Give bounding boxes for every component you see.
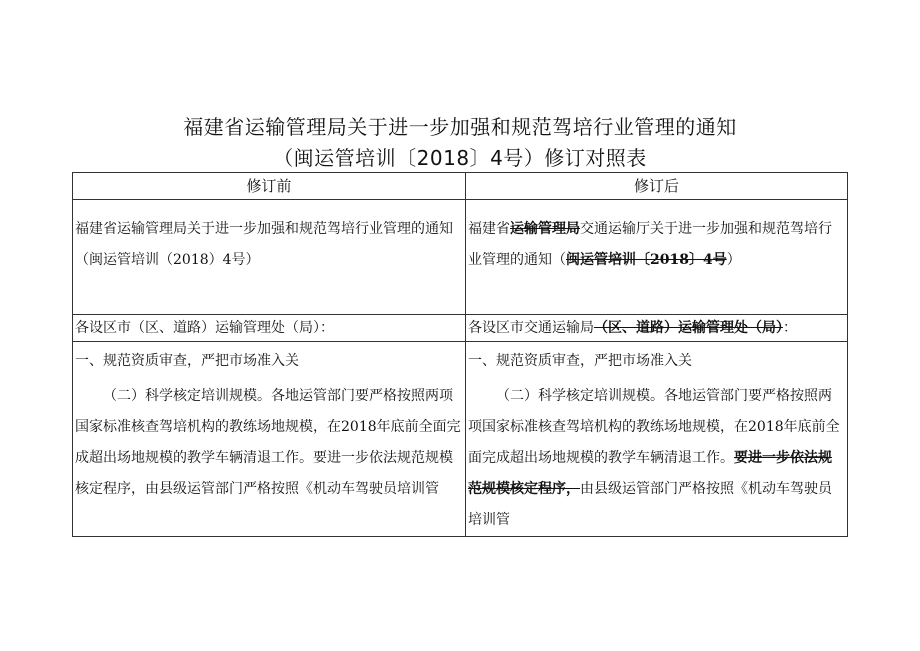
row2-after-cell	[466, 315, 848, 342]
header-before: 修订前	[73, 173, 466, 200]
row2-after-suffix: ：	[783, 320, 797, 336]
row1-before-text: 福建省运输管理局关于进一步加强和规范驾培行业管理的通知（闽运管培训（2018）4号）	[75, 221, 453, 268]
row2-before-cell: 各设区市（区、道路）运输管理处（局）：	[73, 315, 466, 342]
row3-before-heading: 一、规范资质审查，严把市场准入关	[75, 353, 299, 369]
document-title-line2: （闽运管培训〔2018〕4号）修订对照表	[273, 146, 647, 170]
row1-after-text	[468, 214, 845, 276]
row1-after-deleted-1: 运输管理局	[510, 221, 580, 237]
row1-after-prefix: 福建省	[468, 221, 510, 237]
row3-after-deleted: 要进一步依法规范规模核定程序，	[468, 450, 832, 497]
row3-after-body-b: 由县级运管部门严格按照《机动车驾驶员培训管	[468, 481, 832, 528]
row1-after-suffix: ）	[726, 252, 741, 268]
row2-after-prefix: 各设区市交通运输局	[468, 320, 594, 336]
row3-after-body	[468, 381, 845, 536]
row1-before-cell	[73, 200, 466, 315]
header-after: 修订后	[466, 173, 848, 200]
row2-after-deleted: （区、道路）运输管理处（局）	[594, 320, 783, 336]
revision-comparison-table	[72, 172, 848, 537]
row1-after-middle: 交通运输厅关于进一步加强和规范驾培行业管理的通知（	[468, 221, 832, 268]
row1-after-deleted-2: 闽运管培训〔2018〕4号	[566, 252, 727, 268]
document-title-line1: 福建省运输管理局关于进一步加强和规范驾培行业管理的通知	[183, 115, 737, 139]
row3-after-cell	[466, 342, 848, 537]
row3-after-heading: 一、规范资质审查，严把市场准入关	[468, 353, 692, 369]
row3-before-body: （二）科学核定培训规模。各地运管部门要严格按照两项国家标准核查驾培机构的教练场地规模，在2018年底前全面完成超出场地规模的教学车辆清退工作。要进一步依法规范规模核定程序，由县级运管部门严格按照《机动车驾驶员培训管	[75, 388, 461, 497]
row3-after-body-a: （二）科学核定培训规模。各地运管部门要严格按照两项国家标准核查驾培机构的教练场地规模，在2018年底前全面完成超出场地规模的教学车辆清退工作。	[468, 388, 840, 466]
row1-after-cell	[466, 200, 848, 315]
row3-before-cell	[73, 342, 466, 537]
